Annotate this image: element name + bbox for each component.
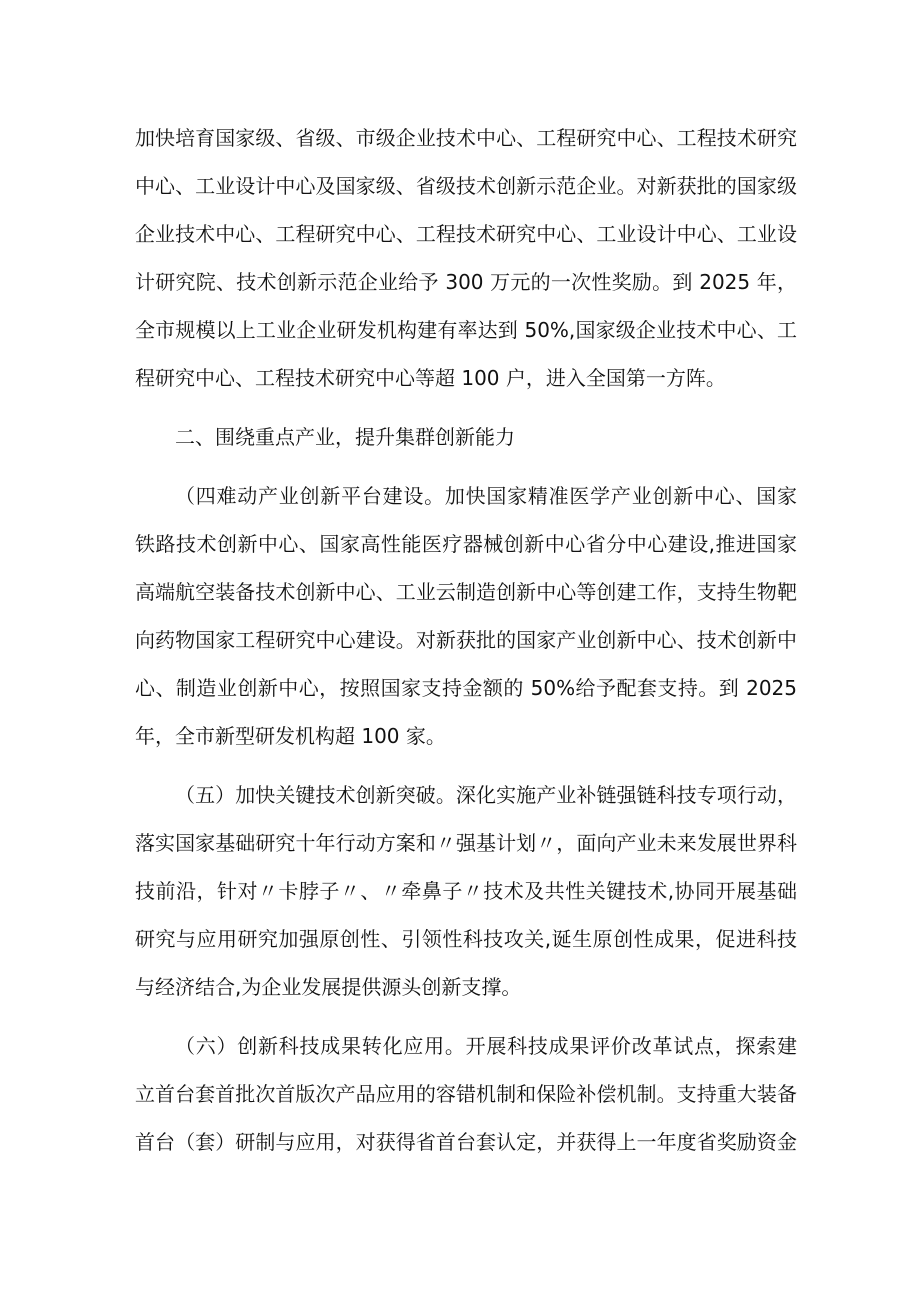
- text-line: 计研究院、技术创新示范企业给予 300 万元的一次性奖励。到 2025 年，: [135, 270, 797, 294]
- heading-text: 二、围绕重点产业，提升集群创新能力: [175, 425, 515, 449]
- text-line: 企业技术中心、工程研究中心、工程技术研究中心、工业设计中心、工业设: [135, 222, 797, 246]
- paragraph-section-6: [135, 1022, 797, 1166]
- text-line: 首台（套）研制与应用，对获得省首台套认定，并获得上一年度省奖励资金: [135, 1130, 797, 1154]
- section-heading: [135, 413, 797, 461]
- text-line: 全市规模以上工业企业研发机构建有率达到 50%,国家级企业技术中心、工: [135, 318, 797, 342]
- document-body: [135, 114, 797, 1177]
- paragraph-continuation: [135, 114, 797, 402]
- text-line: 中心、工业设计中心及国家级、省级技术创新示范企业。对新获批的国家级: [135, 174, 797, 198]
- text-line: 与经济结合,为企业发展提供源头创新支撑。: [135, 975, 522, 999]
- text-line: 向药物国家工程研究中心建设。对新获批的国家产业创新中心、技术创新中: [135, 628, 797, 652]
- text-line: 心、制造业创新中心，按照国家支持金额的 50%给予配套支持。到 2025: [135, 676, 797, 700]
- text-line: 高端航空装备技术创新中心、工业云制造创新中心等创建工作，支持生物靶: [135, 580, 797, 604]
- text-line: 落实国家基础研究十年行动方案和〃强基计划〃，面向产业未来发展世界科: [135, 831, 797, 855]
- text-line: 年，全市新型研发机构超 100 家。: [135, 724, 446, 748]
- text-line: （五）加快关键技术创新突破。深化实施产业补链强链科技专项行动，: [175, 783, 797, 807]
- text-line: （六）创新科技成果转化应用。开展科技成果评价改革试点，探索建: [175, 1034, 797, 1058]
- text-line: 加快培育国家级、省级、市级企业技术中心、工程研究中心、工程技术研究: [135, 126, 797, 150]
- text-line: 立首台套首批次首版次产品应用的容错机制和保险补偿机制。支持重大装备: [135, 1082, 797, 1106]
- paragraph-section-4: [135, 472, 797, 760]
- text-line: 技前沿，针对〃卡脖子〃、〃牵鼻子〃技术及共性关键技术,协同开展基础: [135, 879, 797, 903]
- text-line: （四难动产业创新平台建设。加快国家精准医学产业创新中心、国家: [175, 484, 797, 508]
- text-line: 程研究中心、工程技术研究中心等超 100 户，进入全国第一方阵。: [135, 366, 726, 390]
- text-line: 研究与应用研究加强原创性、引领性科技攻关,诞生原创性成果，促进科技: [135, 927, 797, 951]
- text-line: 铁路技术创新中心、国家高性能医疗器械创新中心省分中心建设,推进国家: [135, 532, 797, 556]
- paragraph-section-5: [135, 771, 797, 1011]
